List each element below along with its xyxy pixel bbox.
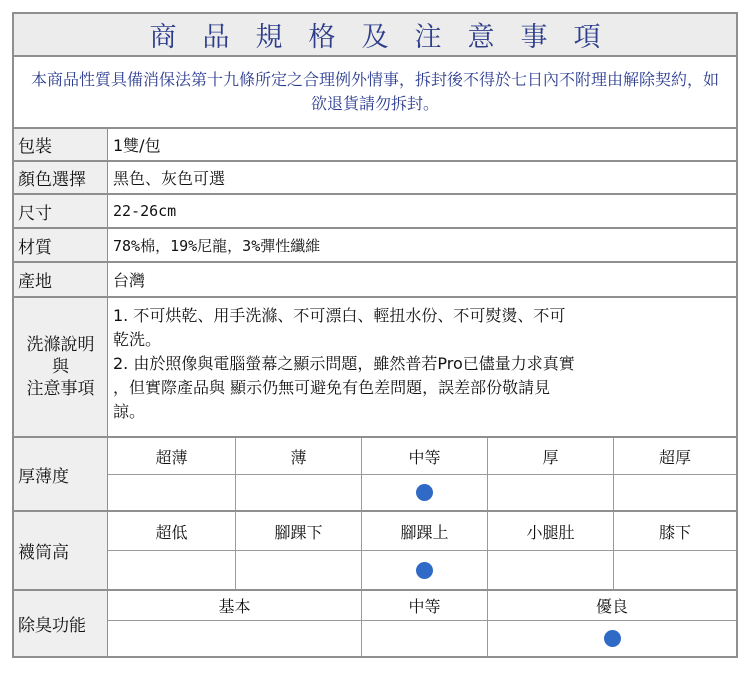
sock-height-marker-cell	[488, 551, 614, 591]
care-label-line: 注意事項	[26, 379, 95, 399]
thickness-option: 超薄	[108, 438, 236, 475]
spec-row-color	[14, 162, 736, 195]
sock-height-marker-cell	[614, 551, 736, 591]
spec-label: 材質	[14, 229, 108, 261]
deodorant-option: 中等	[362, 591, 488, 621]
thickness-option: 超厚	[614, 438, 736, 475]
thickness-option: 厚	[488, 438, 614, 475]
sock-height-option: 膝下	[614, 512, 736, 551]
deodorant-option: 基本	[108, 591, 362, 621]
care-line: 乾洗。	[113, 330, 162, 349]
thickness-marker-cell	[236, 475, 362, 512]
care-text	[108, 298, 736, 436]
selected-dot-icon	[604, 630, 621, 647]
sock-height-option: 腳踝下	[236, 512, 362, 551]
sock-height-option: 小腿肚	[488, 512, 614, 551]
thickness-marker-cell	[108, 475, 236, 512]
sock-height-option: 超低	[108, 512, 236, 551]
spec-row-origin	[14, 263, 736, 298]
return-notice: 本商品性質具備消保法第十九條所定之合理例外情事，拆封後不得於七日內不附理由解除契約，如欲退貨請勿拆封。	[14, 57, 736, 129]
deodorant-marker-cell	[108, 621, 362, 656]
sock-height-marker-cell	[108, 551, 236, 591]
thickness-marker-cell	[488, 475, 614, 512]
sock-height-option: 腳踝上	[362, 512, 488, 551]
deodorant-option: 優良	[488, 591, 736, 621]
thickness-marker-cell	[362, 475, 488, 512]
spec-row-packaging	[14, 129, 736, 162]
care-label-line: 洗滌說明	[26, 335, 95, 355]
care-label-line: 與	[52, 357, 69, 377]
thickness-option: 中等	[362, 438, 488, 475]
spec-row-size	[14, 195, 736, 229]
spec-value: 22-26cm	[113, 202, 177, 220]
spec-label: 尺寸	[14, 195, 108, 227]
table-title: 商品規格及注意事項	[14, 14, 736, 57]
spec-table	[12, 12, 738, 658]
sock-height-marker-cell	[362, 551, 488, 591]
selected-dot-icon	[416, 484, 433, 501]
spec-label: 包裝	[14, 129, 108, 160]
care-line: 1. 不可烘乾、用手洗滌、不可漂白、輕扭水份、不可熨燙、不可	[113, 306, 566, 325]
deodorant-marker-cell	[362, 621, 488, 656]
spec-value: 78%棉，19%尼龍，3%彈性纖維	[113, 236, 321, 255]
thickness-marker-cell	[614, 475, 736, 512]
care-label	[14, 298, 108, 436]
selected-dot-icon	[416, 562, 433, 579]
spec-label: 顏色選擇	[14, 162, 108, 193]
spec-value: 黑色、灰色可選	[113, 169, 226, 188]
sock-height-marker-cell	[236, 551, 362, 591]
sock-height-label: 襪筒高	[14, 512, 108, 591]
thickness-option: 薄	[236, 438, 362, 475]
spec-label: 產地	[14, 263, 108, 296]
spec-value: 1雙/包	[113, 136, 161, 155]
deodorant-marker-cell	[488, 621, 736, 656]
care-line: 2. 由於照像與電腦螢幕之顯示問題，雖然普若Pro已儘量力求真實	[113, 354, 575, 373]
spec-row-material	[14, 229, 736, 263]
care-line: ，但實際產品與 顯示仍無可避免有色差問題，誤差部份敬請見	[113, 378, 551, 397]
care-line: 諒。	[113, 402, 146, 421]
spec-value: 台灣	[113, 271, 146, 290]
spec-row-care	[14, 298, 736, 438]
deodorant-label: 除臭功能	[14, 591, 108, 656]
thickness-label: 厚薄度	[14, 438, 108, 512]
